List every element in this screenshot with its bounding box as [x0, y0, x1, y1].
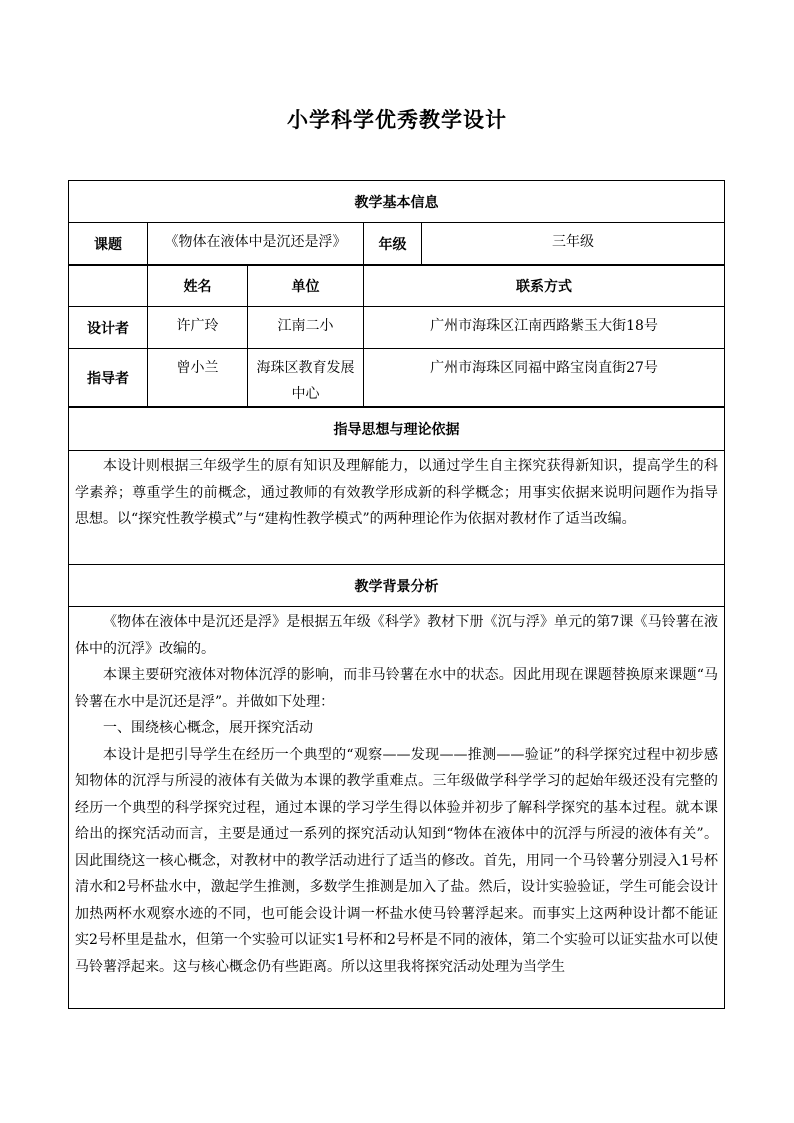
background-paragraph: 本设计是把引导学生在经历一个典型的“观察——发现——推测——验证”的科学探究过程中初步感知物体的沉浮与所浸的液体有关做为本课的教学重难点。三年级做学科学学习的起始年级还没有完整的经历一个典型的科学探究过程，通过本课的学习学生得以体验并初步了解科学探究的基本过程。就本课给出的探究活动而言，主要是通过一系列的探究活动认知到“物体在液体中的沉浮与所浸的液体有关”。因此围绕这一核心概念，对教材中的教学活动进行了适当的修改。首先，用同一个马铃薯分别浸入1号杯清水和2号杯盐水中，激起学生推测，多数学生推测是加入了盐。然后，设计实验验证，学生可能会设计加热两杯水观察水迹的不同，也可能会设计调一杯盐水使马铃薯浮起来。而事实上这两种设计都不能证实2号杯里是盐水，但第一个实验可以证实1号杯和2号杯是不同的液体，第二个实验可以证实盐水可以使马铃薯浮起来。这与核心概念仍有些距离。所以这里我将探究活动处理为当学生	[75, 746, 718, 975]
grade-value: 三年级	[422, 223, 725, 266]
narrative-table	[68, 406, 725, 1009]
background-body	[69, 607, 725, 1009]
col-contact-header: 联系方式	[364, 265, 725, 307]
grade-label: 年级	[364, 223, 422, 266]
blank-corner-cell	[69, 265, 148, 307]
col-unit-header: 单位	[248, 265, 364, 307]
basic-info-heading: 教学基本信息	[69, 181, 725, 223]
background-paragraph: 一、围绕核心概念，展开探究活动	[103, 720, 313, 736]
col-name-header: 姓名	[148, 265, 248, 307]
lesson-plan-table	[68, 180, 725, 266]
page-title: 小学科学优秀教学设计	[287, 108, 507, 132]
advisor-name: 曾小兰	[148, 349, 248, 408]
topic-label: 课题	[69, 223, 148, 266]
designer-role: 设计者	[69, 307, 148, 349]
personnel-table	[68, 264, 725, 408]
background-paragraph: 《物体在液体中是沉还是浮》是根据五年级《科学》教材下册《沉与浮》单元的第7课《马铃薯在液体中的沉浮》改编的。	[75, 614, 718, 657]
background-heading: 教学背景分析	[69, 565, 725, 607]
topic-value: 《物体在液体中是沉还是浮》	[148, 223, 364, 266]
advisor-role: 指导者	[69, 349, 148, 408]
guiding-heading: 指导思想与理论依据	[69, 407, 725, 451]
advisor-unit: 海珠区教育发展中心	[248, 349, 364, 408]
background-paragraph: 本课主要研究液体对物体沉浮的影响，而非马铃薯在水中的状态。因此用现在课题替换原来课题“马铃薯在水中是沉还是浮”。并做如下处理：	[75, 667, 718, 710]
designer-name: 许广玲	[148, 307, 248, 349]
guiding-paragraph: 本设计则根据三年级学生的原有知识及理解能力，以通过学生自主探究获得新知识，提高学生的科学素养；尊重学生的前概念，通过教师的有效教学形成新的科学概念；用事实依据来说明问题作为指导思想。以“探究性教学模式”与“建构性教学模式”的两种理论作为依据对教材作了适当改编。	[75, 458, 718, 527]
designer-unit: 江南二小	[248, 307, 364, 349]
guiding-body	[69, 451, 725, 565]
advisor-contact: 广州市海珠区同福中路宝岗直街27号	[364, 349, 725, 408]
designer-contact: 广州市海珠区江南西路紫玉大街18号	[364, 307, 725, 349]
